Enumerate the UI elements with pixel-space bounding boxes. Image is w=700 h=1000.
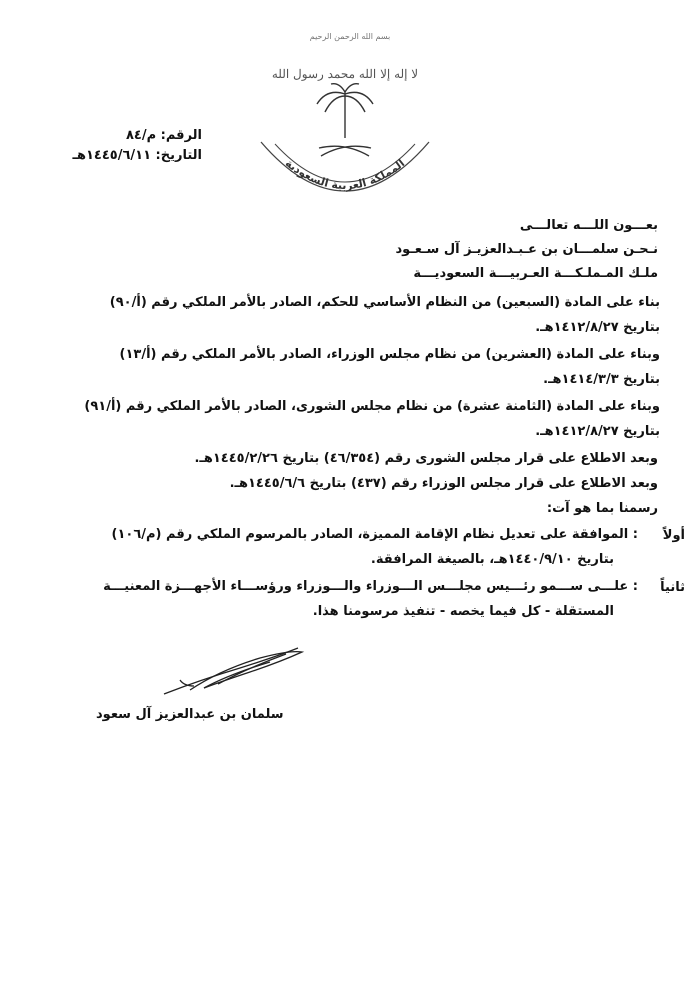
seal-arc-text: المملكة العربية السعودية: [282, 156, 408, 193]
king-name-line: نـحـن سلمـــان بن عـبـدالعزيـز آل سـعـود: [395, 242, 658, 257]
seal-top-inscription: بسم الله الرحمن الرحيم: [309, 32, 391, 41]
article-line: بتاريخ ١٤٤٠/٩/١٠هـ، بالصيغة المرافقة.: [370, 552, 614, 567]
signatory-name: سلمان بن عبدالعزيز آل سعود: [96, 707, 284, 722]
svg-text:المملكة العربية السعودية: [283, 157, 407, 193]
invocation: بعـــون اللـــه تعالـــى: [519, 218, 658, 233]
article-line: : علـــى ســـمو رئـــيس مجلـــس الـــوزراء والـــوزراء ورؤســـاء الأجهـــزة المعنيـــة: [103, 579, 638, 594]
recital-line: وبناء على المادة (الثامنة عشرة) من نظام مجلس الشورى، الصادر بالأمر الملكي رقم (أ/٩١): [84, 399, 660, 414]
article-label: ثانياً: [660, 580, 685, 595]
recital-line: وبعد الاطلاع على قرار مجلس الشورى رقم (٤٦/٣٥٤) بتاريخ ١٤٤٥/٢/٢٦هـ.: [194, 451, 658, 466]
recital-line: بتاريخ ١٤١٢/٨/٢٧هـ.: [535, 320, 660, 335]
king-title-line: ملـك المـملـكـــة العـربيـــة السعوديـــة: [413, 266, 658, 281]
article-line: : الموافقة على تعديل نظام الإقامة المميزة، الصادر بالمرسوم الملكي رقم (م/١٠٦): [111, 527, 638, 542]
reference-date: التاريخ: ١٤٤٥/٦/١١هـ: [72, 148, 202, 163]
seal-motto: لا إله إلا الله محمد رسول الله: [271, 67, 419, 81]
recital-line: وبعد الاطلاع على قرار مجلس الوزراء رقم (٤٣٧) بتاريخ ١٤٤٥/٦/٦هـ.: [229, 476, 658, 491]
recital-line: بتاريخ ١٤١٤/٣/٣هـ.: [543, 372, 660, 387]
handwritten-signature-icon: [160, 640, 310, 700]
recital-line: بتاريخ ١٤١٢/٨/٢٧هـ.: [535, 424, 660, 439]
recital-line: بناء على المادة (السبعين) من النظام الأساسي للحكم، الصادر بالأمر الملكي رقم (أ/٩٠): [109, 295, 660, 310]
article-label: أولاً: [662, 528, 685, 543]
article-line: المستقلة - كل فيما يخصه - تنفيذ مرسومنا هذا.: [312, 604, 614, 619]
reference-number: الرقم: م/٨٤: [125, 128, 202, 143]
decree-intro: رسمنا بما هو آت:: [546, 501, 658, 516]
royal-seal-icon: [255, 30, 435, 220]
recital-line: وبناء على المادة (العشرين) من نظام مجلس الوزراء، الصادر بالأمر الملكي رقم (أ/١٣): [119, 347, 660, 362]
